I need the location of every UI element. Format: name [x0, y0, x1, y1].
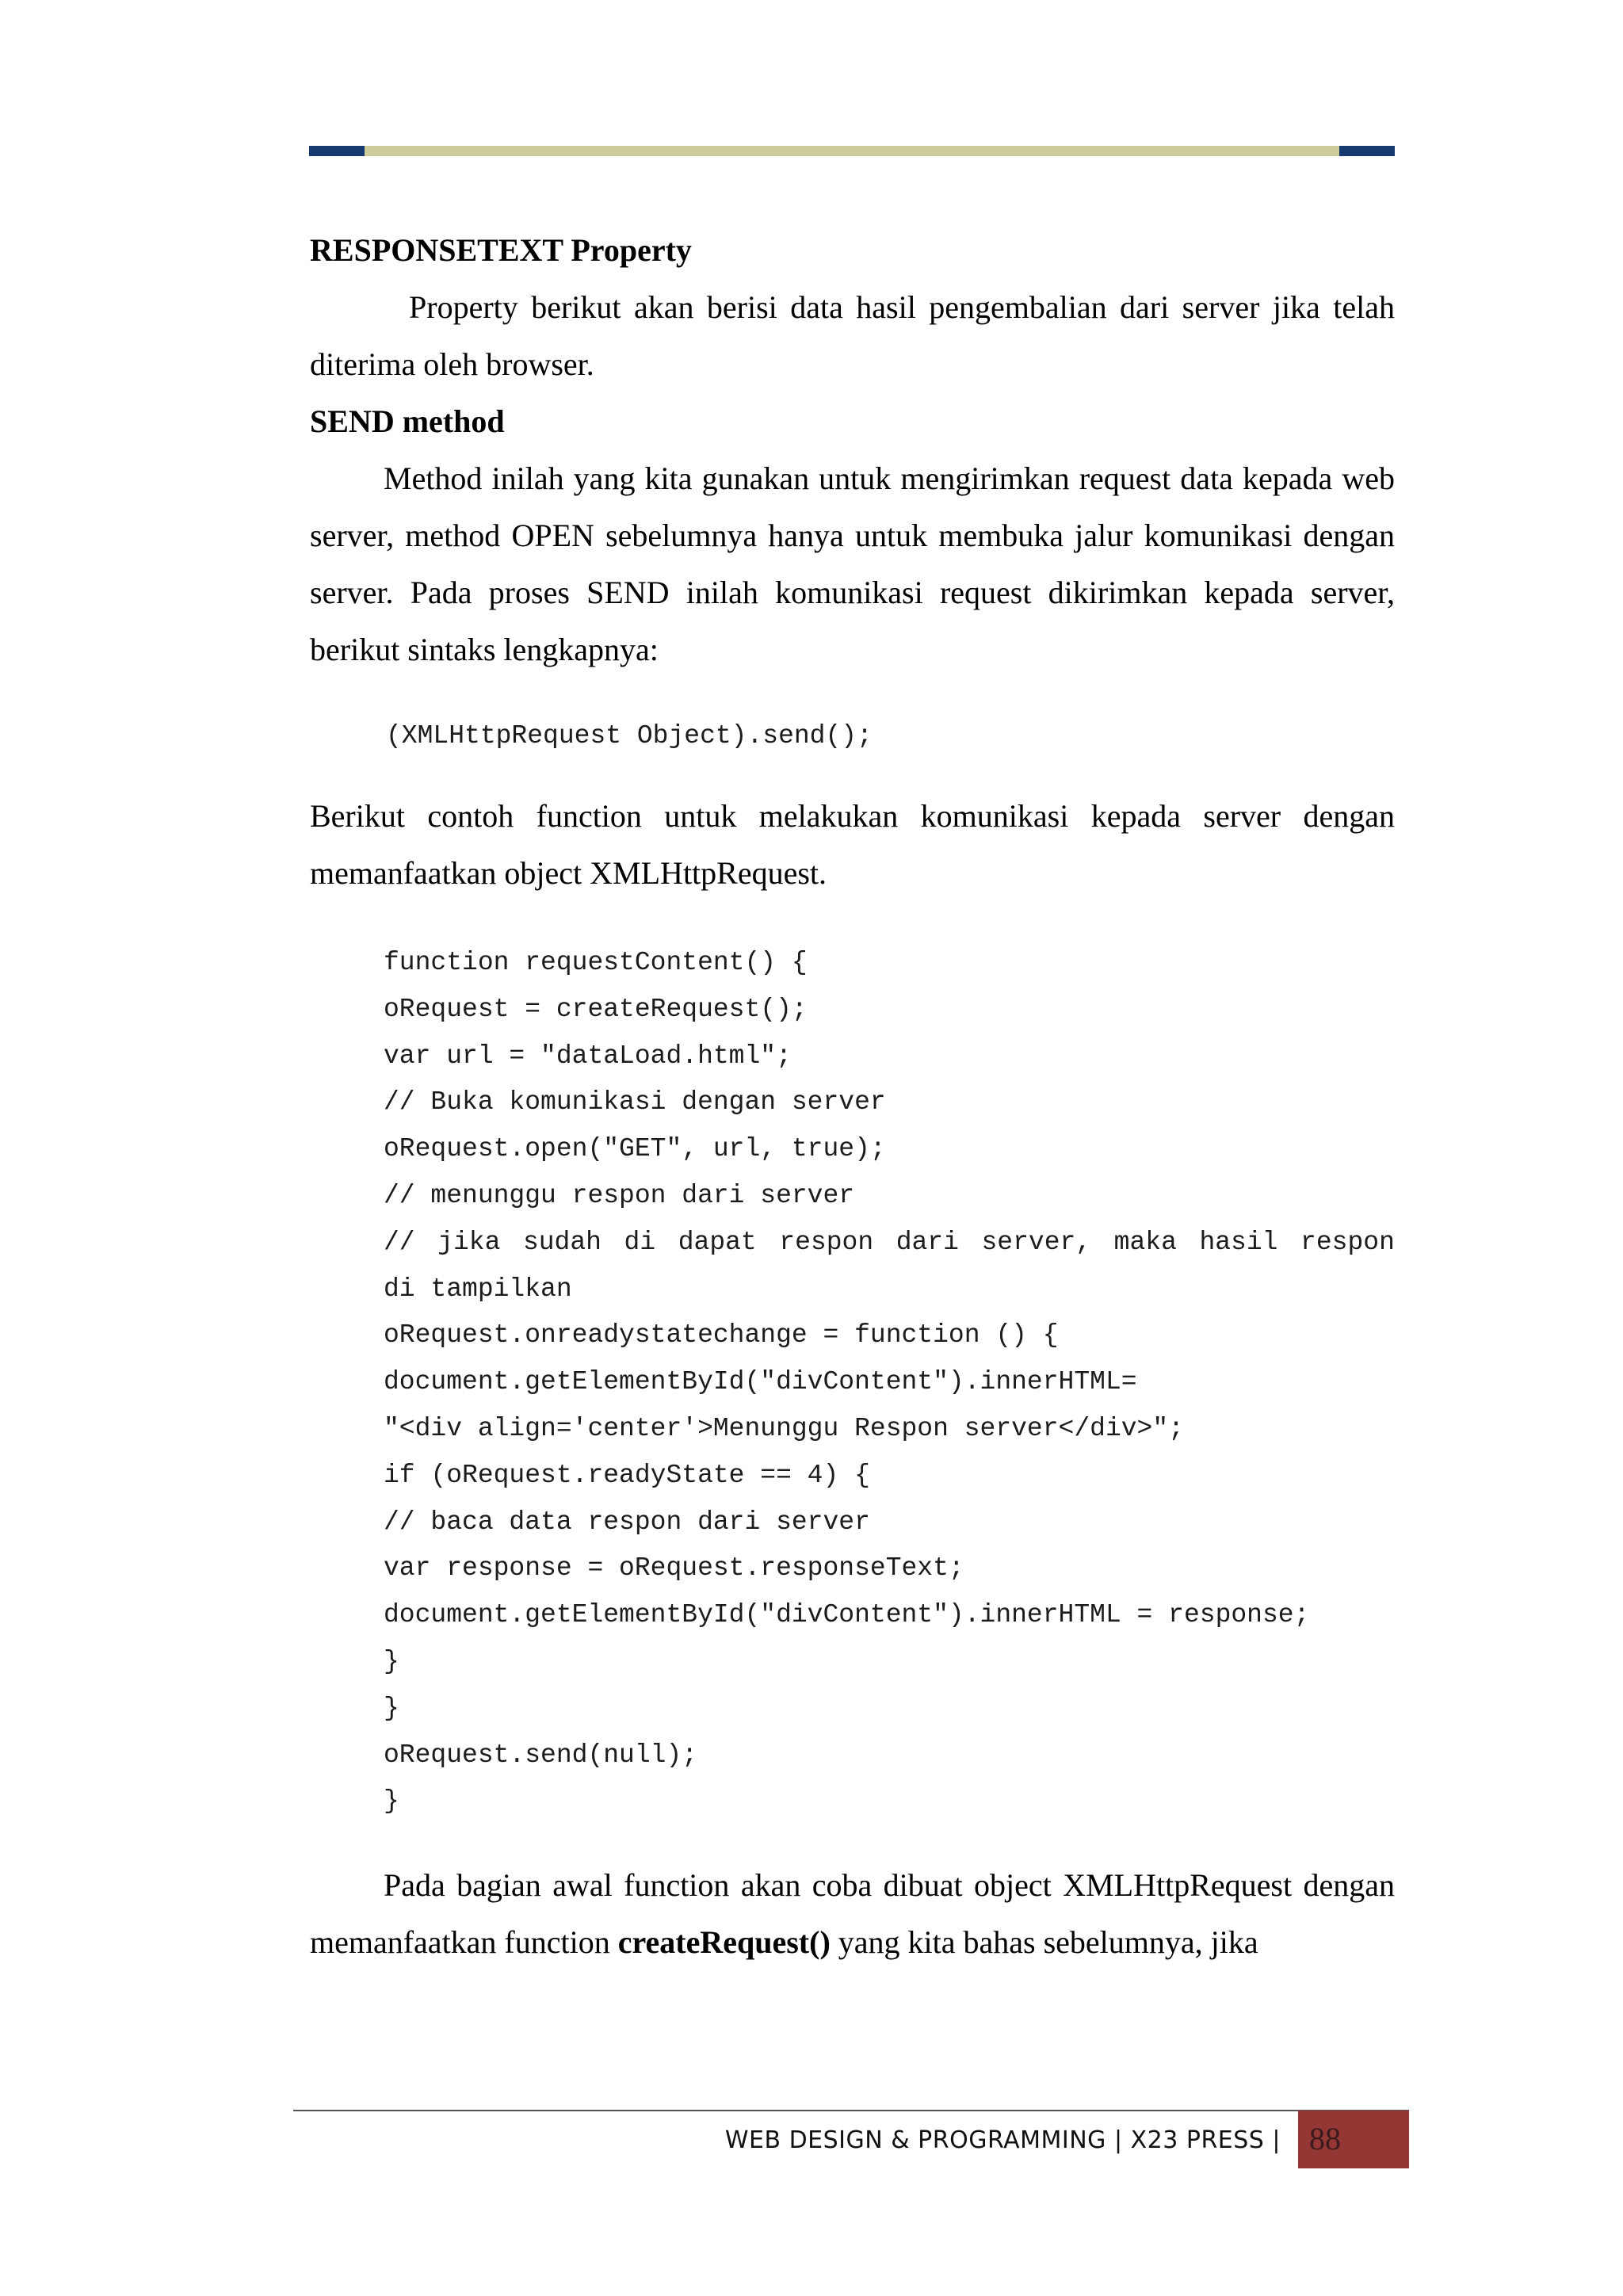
- code-word: respon: [779, 1227, 874, 1257]
- code-word: maka: [1113, 1227, 1177, 1257]
- code-line: document.getElementById("divContent").innerHTML = response;: [384, 1600, 1310, 1630]
- footer-title: WEB DESIGN & PROGRAMMING | X23 PRESS |: [724, 2126, 1281, 2154]
- responsetext-paragraph: Property berikut akan berisi data hasil pengembalian dari server jika telah diterima oleh browser.: [310, 289, 1395, 382]
- header-rule-cap-left: [309, 146, 365, 156]
- code-line: // baca data respon dari server: [384, 1507, 870, 1537]
- footer-rule: [293, 2110, 1409, 2111]
- code-line: }: [384, 1646, 399, 1676]
- code-line: di tampilkan: [384, 1274, 572, 1304]
- closing-paragraph: [310, 1857, 1395, 1971]
- page-number: 88: [1309, 2121, 1341, 2157]
- code-word: //: [384, 1227, 415, 1257]
- code-line: [384, 1220, 1395, 1266]
- code-line: function requestContent() {: [384, 948, 808, 977]
- section-heading-responsetext: RESPONSETEXT Property: [310, 232, 692, 268]
- code-word: respon: [1300, 1227, 1395, 1257]
- code-line: }: [384, 1786, 399, 1817]
- closing-text-before: Pada bagian awal function akan coba dibuat object XMLHttpRequest dengan memanfaatkan function: [310, 1867, 1395, 1961]
- code-line: oRequest.open("GET", url, true);: [384, 1134, 886, 1164]
- example-intro-paragraph: Berikut contoh function untuk melakukan komunikasi kepada server dengan memanfaatkan object XMLHttpRequest.: [310, 798, 1395, 891]
- code-word: dapat: [678, 1227, 757, 1257]
- code-line: "<div align='center'>Menunggu Respon server</div>";: [384, 1413, 1184, 1443]
- send-paragraph: Method inilah yang kita gunakan untuk mengirimkan request data kepada web server, method OPEN sebelumnya hanya untuk membuka jalur komunikasi dengan server. Pada proses SEND inilah komunikasi request dikirimkan kepada server, berikut sintaks lengkapnya:: [310, 460, 1395, 667]
- section-heading-send: SEND method: [310, 403, 505, 439]
- code-word: jika: [437, 1227, 501, 1257]
- code-line: oRequest.send(null);: [384, 1740, 698, 1770]
- example-code-block: [384, 940, 1395, 1825]
- code-line: document.getElementById("divContent").innerHTML=: [384, 1367, 1137, 1397]
- code-line: // menunggu respon dari server: [384, 1180, 855, 1210]
- code-word: di: [624, 1227, 656, 1257]
- code-line: if (oRequest.readyState == 4) {: [384, 1460, 870, 1490]
- header-rule-cap-right: [1339, 146, 1395, 156]
- send-syntax-code: (XMLHttpRequest Object).send();: [386, 721, 873, 751]
- code-word: dari: [896, 1227, 959, 1257]
- code-word: sudah: [522, 1227, 601, 1257]
- code-line: // Buka komunikasi dengan server: [384, 1087, 886, 1117]
- code-line: oRequest = createRequest();: [384, 994, 808, 1024]
- code-line: var url = "dataLoad.html";: [384, 1041, 792, 1071]
- page-content: [310, 222, 1395, 1971]
- code-word: server,: [981, 1227, 1092, 1257]
- closing-text-bold: createRequest(): [617, 1924, 831, 1961]
- header-rule: [309, 146, 1395, 156]
- code-line: var response = oRequest.responseText;: [384, 1553, 964, 1584]
- code-line: }: [384, 1693, 399, 1723]
- code-line: oRequest.onreadystatechange = function () {: [384, 1320, 1059, 1350]
- code-word: hasil: [1199, 1227, 1278, 1257]
- closing-text-after: yang kita bahas sebelumnya, jika: [830, 1924, 1258, 1961]
